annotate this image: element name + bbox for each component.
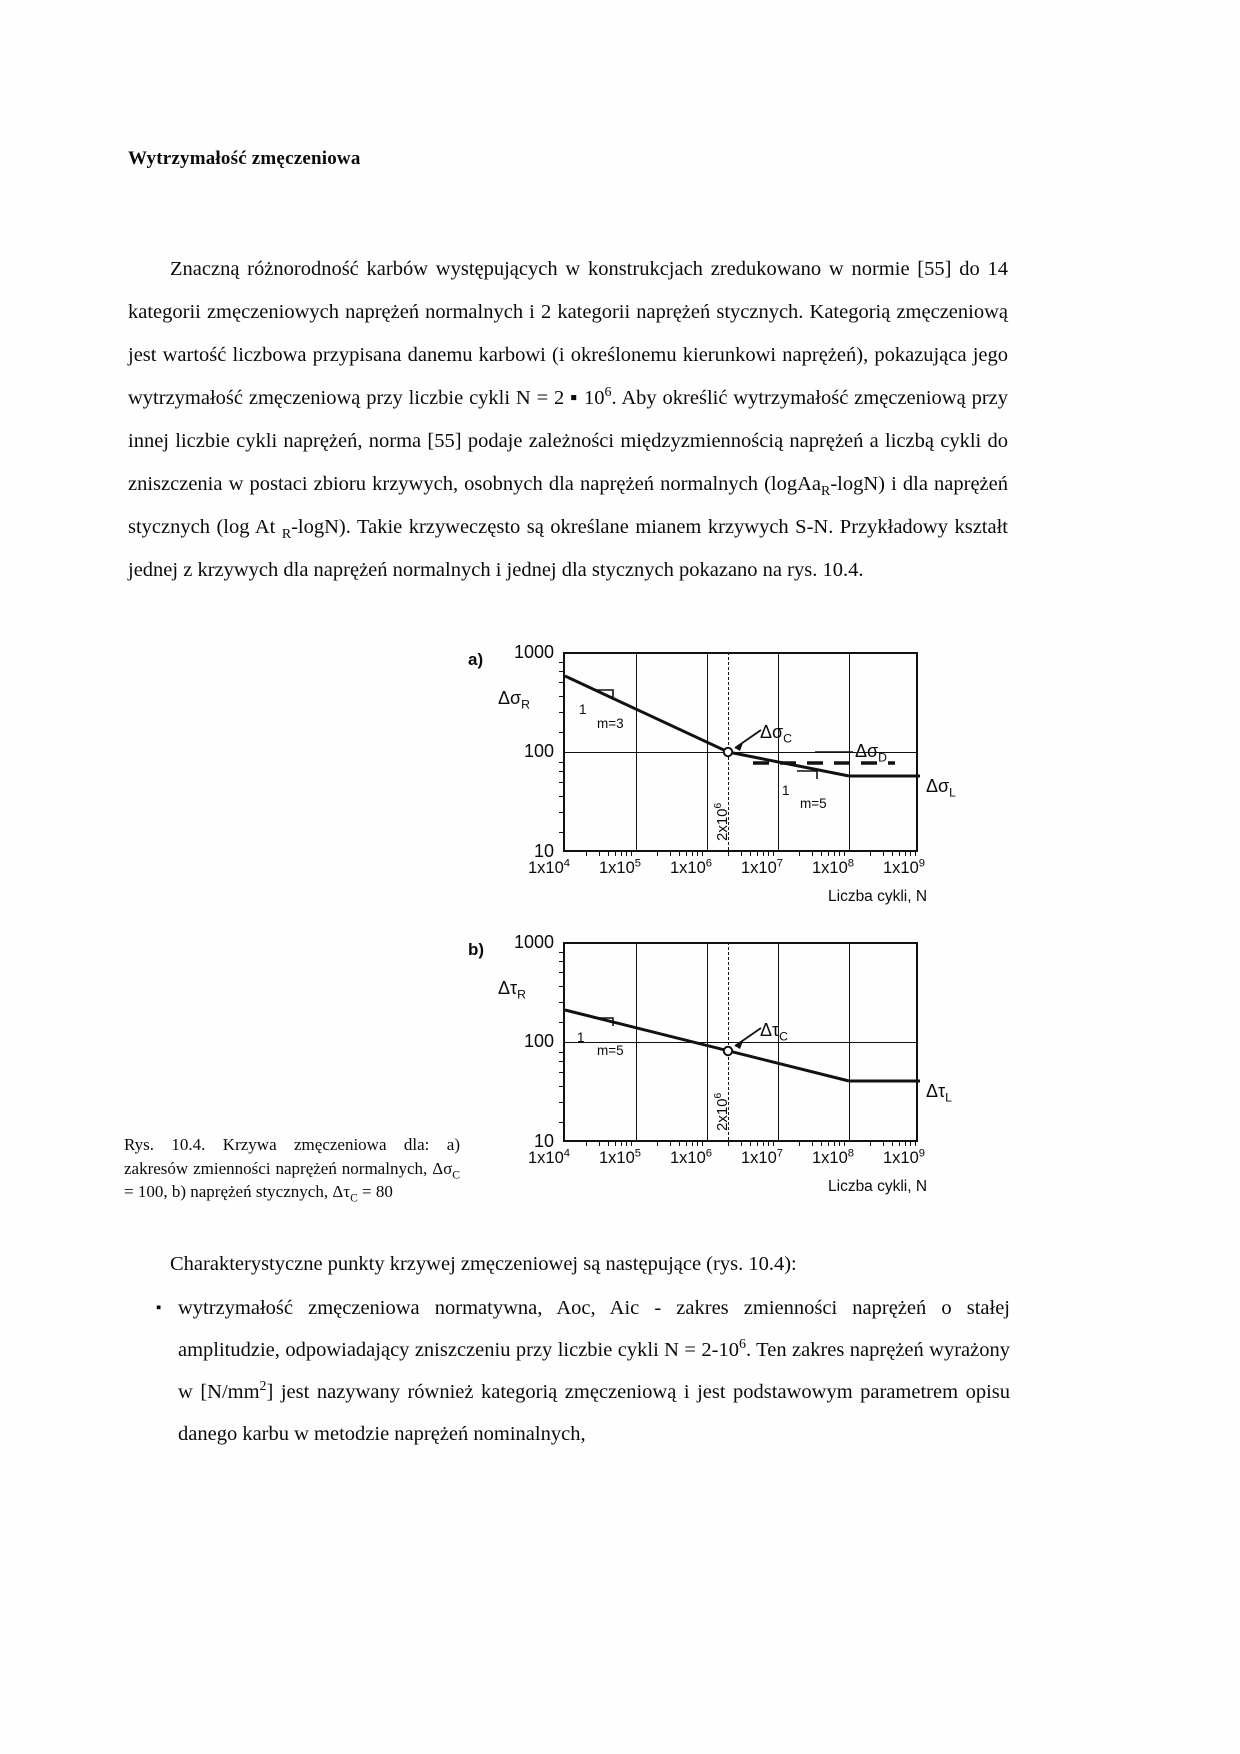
- chart-b-slope-m5: m=5: [597, 1043, 624, 1058]
- chart-b-ytick-1000: 1000: [513, 932, 554, 952]
- chart-a-xtick-1e9: $1x10^9$: [883, 857, 926, 877]
- chart-a: [460, 636, 980, 906]
- bullet-part-3: ] jest nazywany również kategorią zmęczeniową i jest podstawowym parametrem opisu danego karbu w metodzie naprężeń nominalnych,: [178, 1381, 1010, 1445]
- chart-b-xtick-1e6: $1x10^6$: [670, 1147, 713, 1167]
- panel-letter-a: a): [468, 650, 484, 669]
- chart-a-sigma-c-label: $\Delta\sigma_C$: [760, 722, 792, 746]
- chart-b-xtick-1e9: $1x10^9$: [883, 1147, 926, 1167]
- chart-b-xtick-1e8: $1x10^8$: [812, 1147, 855, 1167]
- chart-a-xtick-1e8: $1x10^8$: [812, 857, 855, 877]
- bullet-exponent-2: 2: [259, 1379, 267, 1395]
- subscript-R-1: R: [821, 484, 831, 500]
- chart-a-xaxis-title: Liczba cykli, N: [828, 888, 928, 905]
- bullet-exponent-6: 6: [738, 1337, 746, 1353]
- chart-b-ytick-10: 10: [533, 1131, 554, 1151]
- chart-b-xtick-1e5: $1x10^5$: [599, 1147, 642, 1167]
- paragraph-part-3: -logN) i dla naprężeń stycznych (log At: [128, 473, 1009, 538]
- chart-a-ytick-100: 100: [523, 741, 554, 761]
- figure-10-4: [460, 636, 980, 1236]
- subscript-R-2: R: [281, 527, 292, 543]
- chart-b-plot-area: [563, 942, 918, 1142]
- bullet-part-1: wytrzymałość zmęczeniowa normatywna, Aoc, Aic - zakres zmienności naprężeń o stałej amplitudzie, odpowiadający zniszczeniu przy liczbie cykli N = 2-10: [178, 1297, 1010, 1361]
- caption-sub-c2: C: [350, 1191, 358, 1205]
- figure-caption: [124, 1133, 460, 1204]
- chart-a-xtick-1e7: $1x10^7$: [741, 857, 784, 877]
- chart-a-sigma-d-label: $\Delta\sigma_D$: [855, 741, 887, 765]
- tail-lead: Charakterystyczne punkty krzywej zmęczeniowej są następujące (rys. 10.4):: [170, 1253, 797, 1275]
- chart-b-xtick-1e4: $1x10^4$: [528, 1147, 571, 1167]
- paragraph-part-4: -logN). Takie krzyweczęsto są określane mianem krzywych S-N. Przykładowy kształt jednej z krzywych dla naprężeń normalnych i jednej dla stycznych pokazano na rys. 10.4.: [128, 516, 1008, 581]
- tail-paragraph: [128, 1243, 1008, 1285]
- chart-a-slope-m5: m=5: [800, 796, 827, 811]
- chart-a-slope-m3: m=3: [597, 716, 624, 731]
- bullet-part-2: . Ten zakres naprężeń wyrażony w [N/mm: [178, 1339, 1010, 1403]
- chart-b-tau-c-label: $\Delta\tau_C$: [760, 1020, 788, 1044]
- chart-b-tau-l-label: $\Delta\tau_L$: [926, 1081, 952, 1105]
- chart-b-marker-label-2e6: $2x10^6$: [713, 1092, 731, 1131]
- chart-a-xtick-1e5: $1x10^5$: [599, 857, 642, 877]
- caption-part-3: = 80: [357, 1182, 393, 1201]
- chart-b-curve: [565, 942, 920, 1142]
- chart-b-ylabel: $\Delta\tau_R$: [498, 978, 526, 1002]
- chart-a-slope-1: 1: [579, 702, 587, 717]
- caption-sub-c1: C: [452, 1167, 460, 1181]
- paragraph-part-1: Znaczną różnorodność karbów występujących w konstrukcjach zredukowano w normie [55] do 14 kategorii zmęczeniowych naprężeń normalnych i 2 kategorii naprężeń stycznych. Kategorią zmęczeniową jest wartość liczbowa przypisana danemu karbowi (i określonemu kierunkowi naprężeń), pokazująca jego wytrzymałość zmęczeniową przy liczbie cykli N = 2 ▪ 10: [128, 258, 1008, 409]
- caption-part-2: = 100, b) naprężeń stycznych, Δτ: [124, 1182, 351, 1201]
- bullet-marker: ▪: [156, 1300, 162, 1316]
- bullet-item: [156, 1287, 1010, 1455]
- chart-a-sigma-l-label: $\Delta\sigma_L$: [926, 776, 956, 800]
- caption-part-1: Rys. 10.4. Krzywa zmęczeniowa dla: a) zakresów zmienności naprężeń normalnych, Δσ: [124, 1135, 460, 1178]
- chart-a-ytick-1000: 1000: [513, 642, 554, 662]
- chart-b-slope-1: 1: [577, 1030, 585, 1045]
- body-paragraph: [128, 248, 1008, 592]
- chart-a-marker-label-2e6: $2x10^6$: [713, 802, 731, 841]
- chart-b-xtick-1e7: $1x10^7$: [741, 1147, 784, 1167]
- chart-b-ytick-100: 100: [523, 1031, 554, 1051]
- chart-a-xtick-1e4: $1x10^4$: [528, 857, 571, 877]
- chart-b: [460, 926, 980, 1216]
- page-heading: Wytrzymałość zmęczeniowa: [128, 148, 361, 169]
- chart-a-xtick-1e6: $1x10^6$: [670, 857, 713, 877]
- exponent-6: 6: [604, 385, 612, 401]
- paragraph-part-2: . Aby określić wytrzymałość zmęczeniową przy innej liczbie cykli naprężeń, norma [55] podaje zależności międzyzmiennością naprężeń a liczbą cykli do zniszczenia w postaci zbioru krzywych, osobnych dla naprężeń normalnych (logAa: [128, 387, 1008, 495]
- chart-a-slope-1b: 1: [782, 783, 790, 798]
- panel-letter-b: b): [468, 940, 485, 959]
- chart-a-ylabel: $\Delta\sigma_R$: [498, 688, 530, 712]
- chart-a-ytick-10: 10: [533, 841, 554, 861]
- chart-b-xaxis-title: Liczba cykli, N: [828, 1178, 928, 1195]
